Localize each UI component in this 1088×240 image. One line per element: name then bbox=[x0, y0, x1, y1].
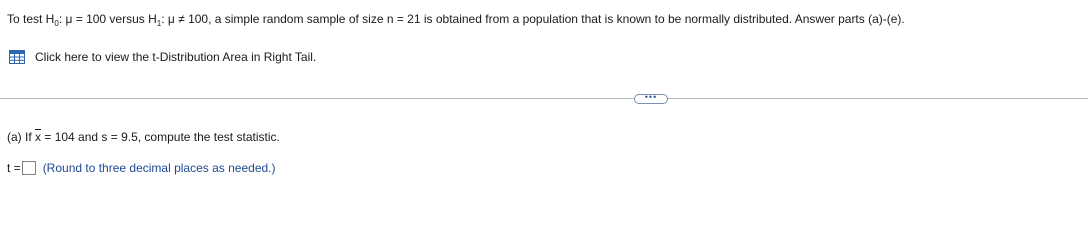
section-divider bbox=[0, 98, 1088, 99]
x-bar-symbol: $\overline{x}$ bbox=[35, 130, 42, 144]
h1-subscript: 1 bbox=[156, 19, 162, 28]
answer-row bbox=[7, 161, 276, 175]
h0-subscript: 0 bbox=[54, 19, 59, 28]
problem-intro: To test H bbox=[7, 12, 55, 26]
part-a-question bbox=[7, 130, 280, 144]
table-link-label[interactable]: Click here to view the t-Distribution Area in Right Tail. bbox=[35, 50, 317, 64]
table-icon bbox=[9, 50, 25, 64]
problem-statement bbox=[7, 12, 905, 26]
t-distribution-table-link[interactable] bbox=[9, 50, 316, 64]
part-a-suffix: = 104 and s = 9.5, compute the test statistic. bbox=[41, 130, 280, 144]
test-statistic-input[interactable] bbox=[22, 161, 36, 175]
alternative-hypothesis-text: : μ ≠ 100, a simple random sample of size n = 21 is obtained from a population that is known to be normally distributed. Answer parts (a)-(e). bbox=[161, 12, 905, 26]
part-a-prefix: (a) If bbox=[7, 130, 36, 144]
t-variable-label: t = bbox=[7, 161, 21, 175]
null-hypothesis-text: : μ = 100 versus H bbox=[58, 12, 157, 26]
expand-more-button[interactable] bbox=[634, 94, 668, 104]
rounding-hint: (Round to three decimal places as needed.) bbox=[42, 161, 276, 175]
ellipsis-icon: ••• bbox=[644, 92, 658, 102]
